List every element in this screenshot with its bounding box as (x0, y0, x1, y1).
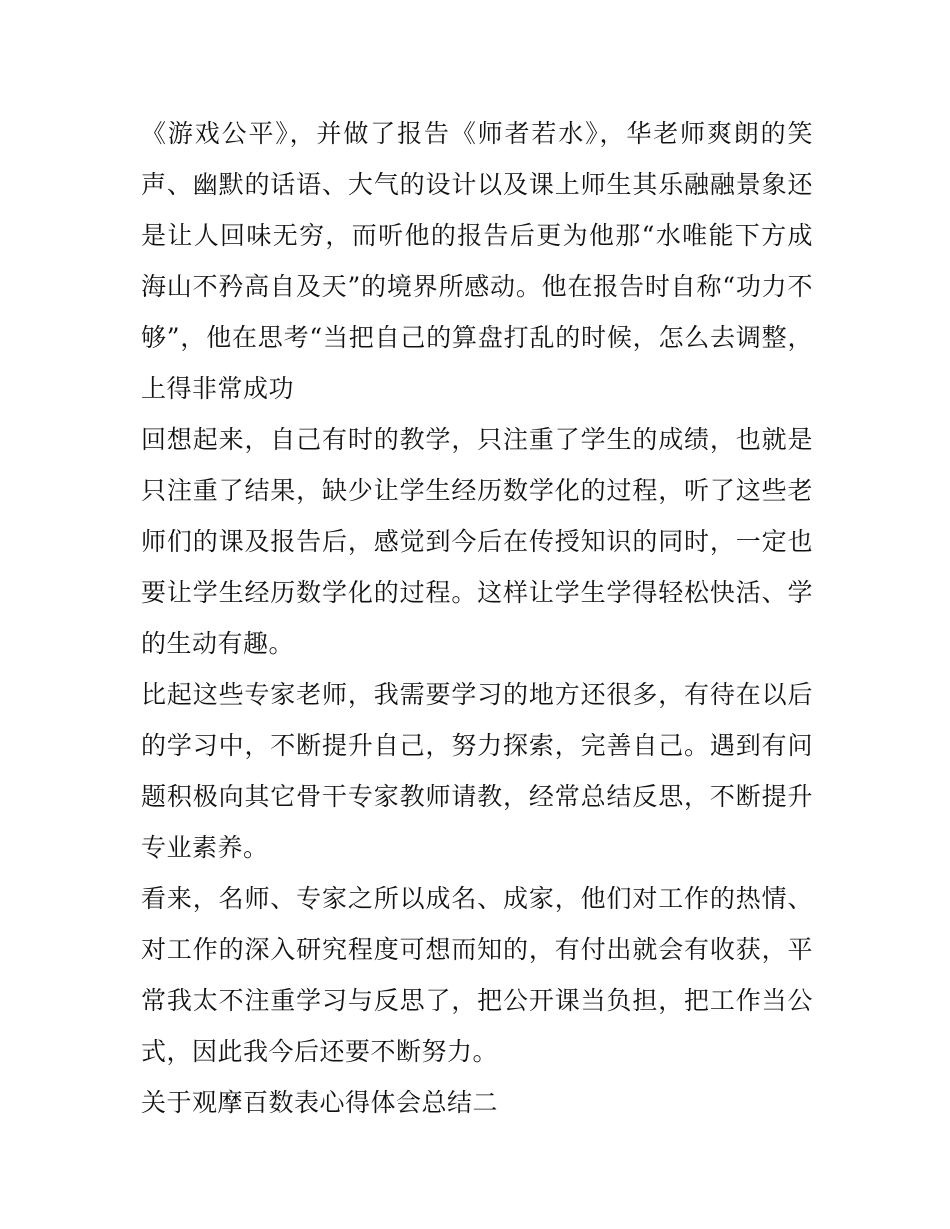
paragraph-1: 《游戏公平》，并做了报告《师者若水》，华老师爽朗的笑声、幽默的话语、大气的设计以及课上师生其乐融融景象还是让人回味无穷，而听他的报告后更为他那“水唯能下方成海山不矜高自及天”的境界所感动。他在报告时自称“功力不够”，他在思考“当把自己的算盘打乱的时候，怎么去调整，上得非常成功 (141, 119, 813, 403)
paragraph-3: 比起这些专家老师，我需要学习的地方还很多，有待在以后的学习中，不断提升自己，努力探索，完善自己。遇到有问题积极向其它骨干专家教师请教，经常总结反思，不断提升专业素养。 (141, 680, 813, 862)
paragraph-4: 看来，名师、专家之所以成名、成家，他们对工作的热情、对工作的深入研究程度可想而知的，有付出就会有收获，平常我太不注重学习与反思了，把公开课当负担，把工作当公式，因此我今后还要不断努力。 (141, 884, 813, 1066)
document-body (141, 108, 813, 1128)
section-heading: 关于观摩百数表心得体会总结二 (141, 1088, 499, 1117)
paragraph-2: 回想起来，自己有时的教学，只注重了学生的成绩，也就是只注重了结果，缺少让学生经历数学化的过程，听了这些老师们的课及报告后，感觉到今后在传授知识的同时，一定也要让学生经历数学化的过程。这样让学生学得轻松快活、学的生动有趣。 (141, 425, 813, 658)
